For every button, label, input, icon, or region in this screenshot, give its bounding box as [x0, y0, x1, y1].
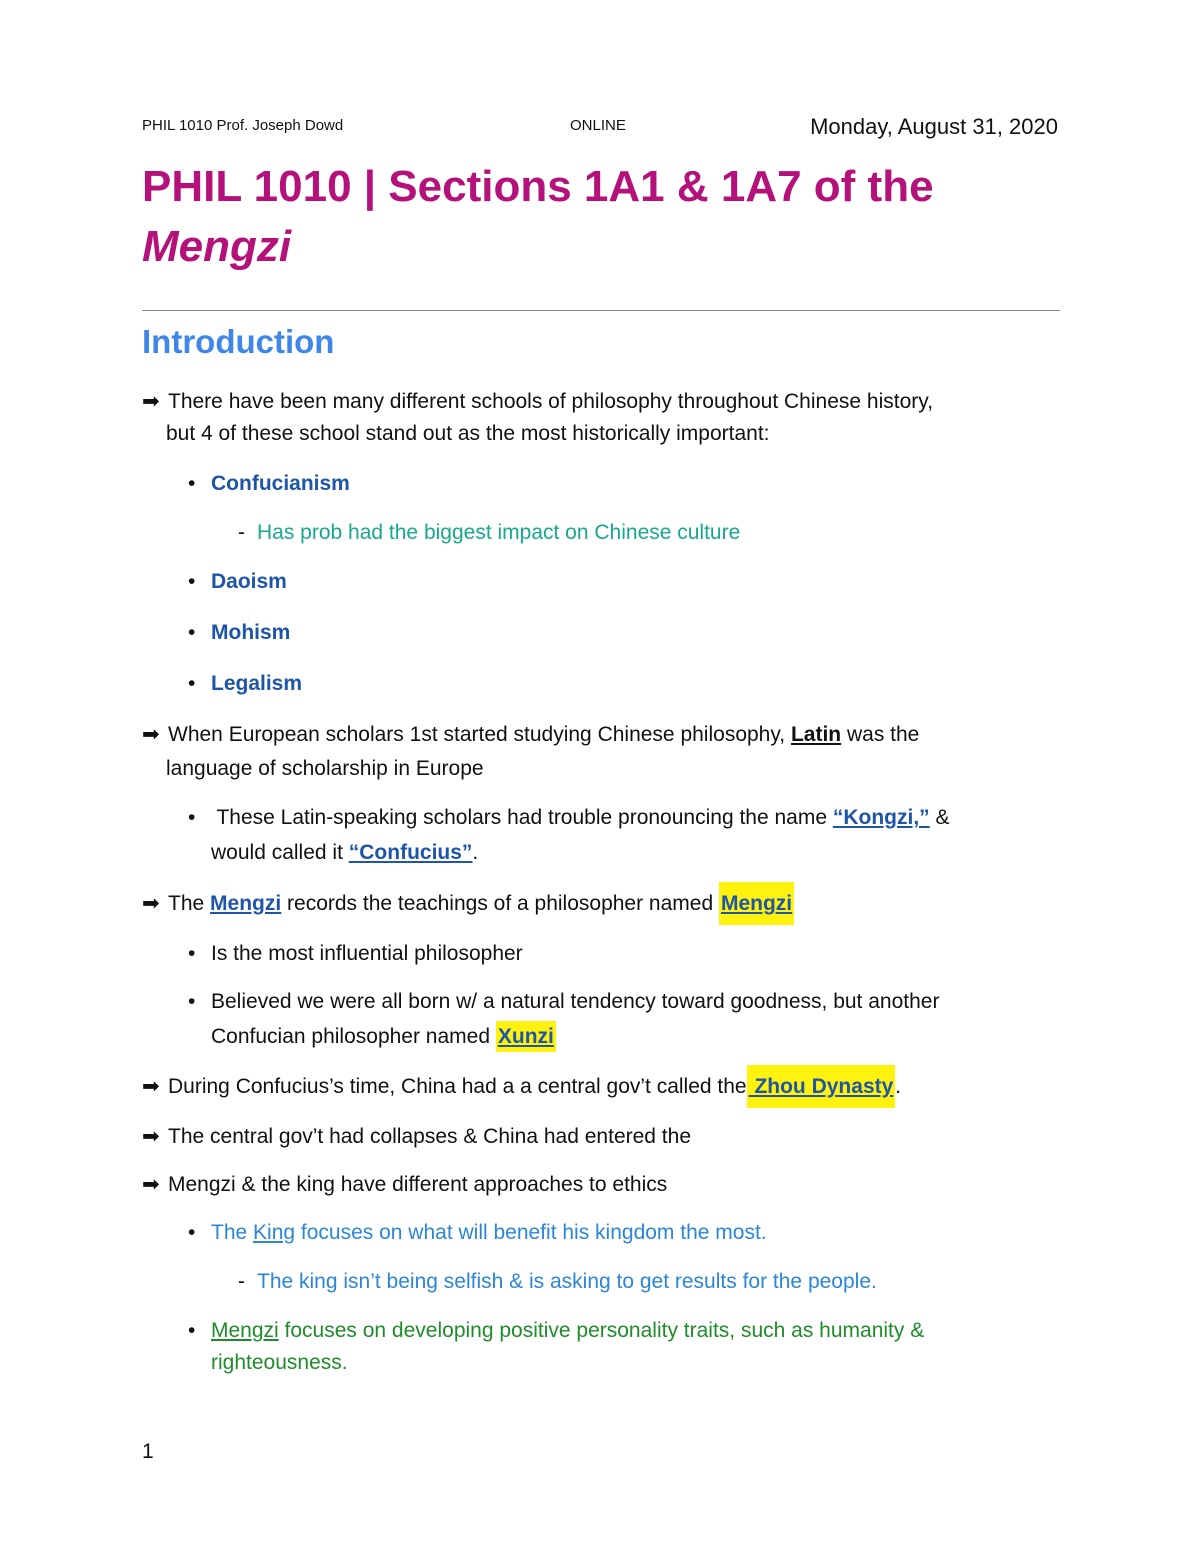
bullet-icon: •: [188, 942, 196, 965]
term-kongzi: “Kongzi,”: [832, 806, 930, 829]
paragraph-ethics: [142, 1170, 667, 1200]
paragraph-collapse: [142, 1122, 691, 1152]
arrow-icon: ➡: [142, 1173, 160, 1196]
text: Mengzi & the king have different approaches to ethics: [168, 1173, 668, 1196]
divider: [142, 310, 1060, 311]
school-name: Legalism: [211, 672, 303, 695]
text: was the: [841, 723, 920, 746]
page-title: PHIL 1010 | Sections 1A1 & 1A7 of the: [142, 162, 934, 211]
text: Confucian philosopher named: [211, 1025, 496, 1048]
term-mengzi-highlight: Mengzi: [719, 882, 794, 925]
term-mengzi: Mengzi: [211, 1319, 279, 1342]
list-item-school: [188, 469, 350, 499]
term-king: King: [253, 1221, 296, 1244]
list-item-cont: [211, 838, 478, 868]
school-name: Mohism: [211, 621, 291, 644]
text: .: [472, 841, 479, 864]
bullet-icon: •: [188, 1319, 196, 1342]
text: focuses on what will benefit his kingdom the most.: [295, 1221, 767, 1244]
arrow-icon: ➡: [142, 1075, 160, 1098]
arrow-icon: ➡: [142, 1125, 160, 1148]
bullet-icon: •: [188, 990, 196, 1013]
header-course: PHIL 1010 Prof. Joseph Dowd: [142, 117, 344, 134]
page-number: 1: [142, 1440, 154, 1463]
list-item-school: [188, 618, 290, 648]
school-name: Daoism: [211, 570, 287, 593]
list-item-school: [188, 669, 302, 699]
text: The central gov’t had collapses & China had entered the: [168, 1125, 692, 1148]
header-mode: ONLINE: [570, 117, 626, 134]
text: Believed we were all born w/ a natural tendency toward goodness, but another: [211, 990, 940, 1013]
bullet-icon: •: [188, 472, 196, 495]
text: &: [929, 806, 950, 829]
page-title-line2: Mengzi: [142, 222, 292, 271]
dash-icon: -: [238, 1270, 245, 1293]
paragraph-text: There have been many different schools of philosophy throughout Chinese history,: [168, 390, 934, 413]
school-name: Confucianism: [211, 472, 350, 495]
text: The king isn’t being selfish & is asking to get results for the people.: [257, 1270, 877, 1293]
text: records the teachings of a philosopher named: [281, 892, 719, 915]
bullet-icon: •: [188, 570, 196, 593]
text: focuses on developing positive personality traits, such as humanity &: [278, 1319, 925, 1342]
text: When European scholars 1st started studying Chinese philosophy,: [168, 723, 791, 746]
term-mengzi-book: Mengzi: [210, 892, 282, 915]
term-confucius: “Confucius”: [348, 841, 473, 864]
text: .: [895, 1075, 902, 1098]
header-date: Monday, August 31, 2020: [810, 114, 1058, 139]
text: The: [211, 1221, 254, 1244]
paragraph-mengzi: [142, 889, 794, 919]
bullet-icon: •: [188, 672, 196, 695]
text: Is the most influential philosopher: [211, 942, 523, 965]
term-zhou-highlight: Zhou Dynasty: [747, 1065, 896, 1108]
term-xunzi-highlight: Xunzi: [496, 1021, 556, 1052]
bullet-icon: •: [188, 1221, 196, 1244]
list-item-mengzi-cont: righteousness.: [211, 1351, 348, 1374]
section-heading: Introduction: [142, 323, 335, 360]
list-item: [188, 987, 939, 1017]
list-item-king: [188, 1218, 767, 1248]
paragraph-latin-cont: language of scholarship in Europe: [166, 757, 484, 780]
list-item-cont: [211, 1022, 556, 1052]
bullet-icon: •: [188, 806, 196, 829]
text: During Confucius’s time, China had a a central gov’t called the: [168, 1075, 747, 1098]
text: These Latin-speaking scholars had trouble pronouncing the name: [211, 806, 833, 829]
list-item: [188, 803, 950, 833]
paragraph-zhou: [142, 1072, 901, 1102]
note-text: Has prob had the biggest impact on Chinese culture: [257, 521, 741, 544]
list-item: [188, 939, 523, 969]
arrow-icon: ➡: [142, 390, 160, 413]
text: The: [168, 892, 211, 915]
bullet-icon: •: [188, 621, 196, 644]
term-latin: Latin: [790, 723, 842, 746]
arrow-icon: ➡: [142, 892, 160, 915]
list-subitem-note: [238, 518, 740, 548]
text: would called it: [211, 841, 349, 864]
list-item-school: [188, 567, 287, 597]
dash-icon: -: [238, 521, 245, 544]
arrow-icon: ➡: [142, 723, 160, 746]
list-item-mengzi: [188, 1316, 924, 1346]
paragraph-schools-cont: but 4 of these school stand out as the most historically important:: [166, 422, 770, 445]
paragraph-latin: [142, 720, 919, 750]
paragraph-schools: [142, 387, 933, 417]
list-subitem-king: [238, 1267, 877, 1297]
